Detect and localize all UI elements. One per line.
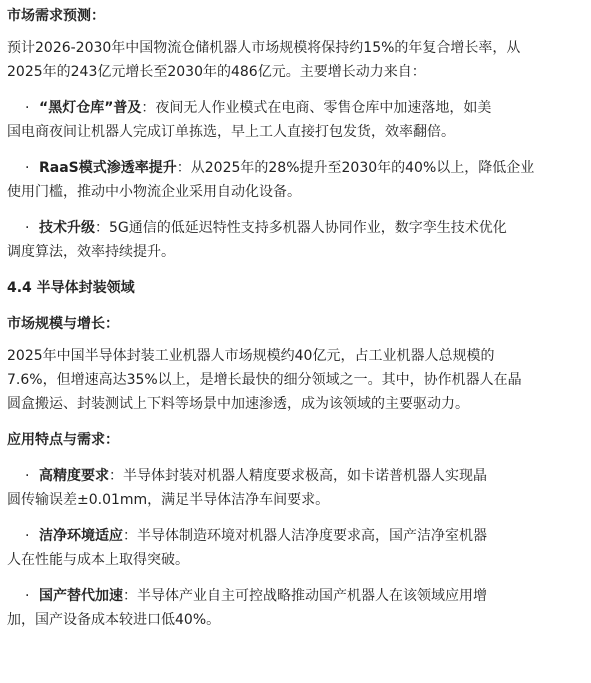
- market-size-heading: 市场规模与增长：: [7, 316, 119, 332]
- section-title: 4.4 半导体封装领域: [7, 280, 135, 296]
- bullet-continuation: 使用门槛，推动中小物流企业采用自动化设备。: [7, 184, 301, 200]
- bullet-text: ：半导体封装对机器人精度要求极高，如卡诺普机器人实现晶: [109, 468, 487, 484]
- list-item: [7, 464, 585, 512]
- bullet-dot: ·: [25, 220, 30, 236]
- list-item: [7, 524, 585, 572]
- bullet-text: ：夜间无人作业模式在电商、零售仓库中加速落地，如美: [141, 100, 492, 116]
- bullet-term: “黑灯仓库”普及: [39, 100, 142, 116]
- list-item: [7, 156, 585, 204]
- market-size-line-1: 2025年中国半导体封装工业机器人市场规模约40亿元，占工业机器人总规模的: [7, 348, 495, 364]
- bullet-dot: ·: [25, 528, 30, 544]
- bullet-dot: ·: [25, 588, 30, 604]
- bullet-term: RaaS模式渗透率提升: [39, 160, 177, 176]
- bullet-dot: ·: [25, 100, 30, 116]
- bullet-text: ：半导体产业自主可控战略推动国产机器人在该领域应用增: [123, 588, 487, 604]
- bullet-term: 洁净环境适应: [39, 528, 123, 544]
- bullet-text: ：从2025年的28%提升至2030年的40%以上，降低企业: [176, 160, 535, 176]
- market-demand-heading: 市场需求预测：: [7, 8, 105, 24]
- bullet-dot: ·: [25, 160, 30, 176]
- bullet-term: 国产替代加速: [39, 588, 123, 604]
- bullet-text: ：半导体制造环境对机器人洁净度要求高，国产洁净室机器: [123, 528, 487, 544]
- market-size-line-2: 7.6%，但增速高达35%以上，是增长最快的细分领域之一。其中，协作机器人在晶: [7, 372, 522, 388]
- intro-line-1: 预计2026-2030年中国物流仓储机器人市场规模将保持约15%的年复合增长率，从: [7, 40, 521, 56]
- intro-line-2: 2025年的243亿元增长至2030年的486亿元。主要增长动力来自：: [7, 64, 426, 80]
- bullet-continuation: 圆传输误差±0.01mm，满足半导体洁净车间要求。: [7, 492, 330, 508]
- bullet-continuation: 国电商夜间让机器人完成订单拣选，早上工人直接打包发货，效率翻倍。: [7, 124, 455, 140]
- list-item: [7, 584, 585, 632]
- application-heading: 应用特点与需求：: [7, 432, 119, 448]
- bullet-continuation: 人在性能与成本上取得突破。: [7, 552, 189, 568]
- bullet-dot: ·: [25, 468, 30, 484]
- bullet-continuation: 调度算法，效率持续提升。: [7, 244, 175, 260]
- list-item: [7, 216, 585, 264]
- market-size-line-3: 圆盒搬运、封装测试上下料等场景中加速渗透，成为该领域的主要驱动力。: [7, 396, 469, 412]
- bullet-term: 技术升级: [39, 220, 95, 236]
- list-item: [7, 96, 585, 144]
- bullet-term: 高精度要求: [39, 468, 109, 484]
- bullet-text: ：5G通信的低延迟特性支持多机器人协同作业，数字孪生技术优化: [95, 220, 507, 236]
- bullet-continuation: 加，国产设备成本较进口低40%。: [7, 612, 221, 628]
